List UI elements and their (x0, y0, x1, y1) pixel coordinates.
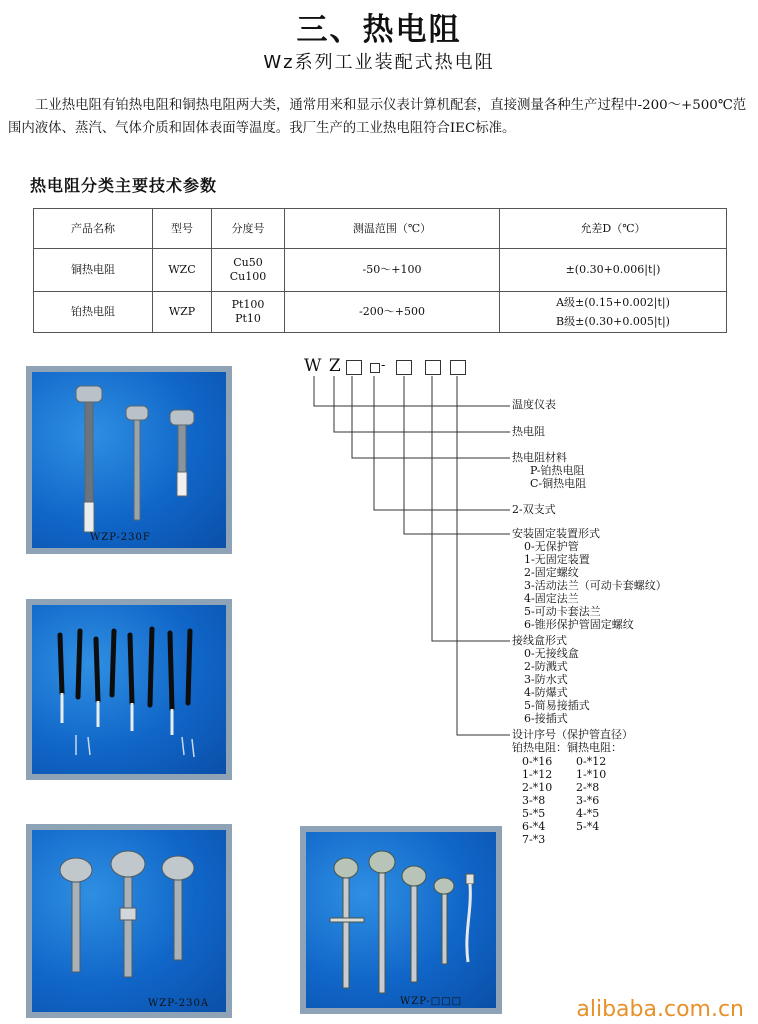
photo-caption: WZP-230A (148, 998, 210, 1009)
code-option: 0-无保护管 (524, 540, 579, 553)
code-option: P-铂热电阻 (530, 464, 585, 477)
code-option: 5-可动卡套法兰 (524, 605, 601, 618)
cell-range: -50～+100 (285, 249, 500, 292)
code-dash: - (381, 358, 386, 373)
code-subheader: 铂热电阻：铜热电阻： (512, 741, 622, 754)
cu-diameter-item: 1-*10 (576, 768, 607, 781)
code-option: 3-活动法兰（可动卡套螺纹） (524, 579, 667, 592)
pt-diameter-item: 6-*4 (522, 820, 546, 833)
code-option: 4-防爆式 (524, 686, 568, 699)
photo-caption: WZP-□□□ (400, 996, 463, 1007)
pt-diameter-item: 5-*5 (522, 807, 546, 820)
cell-tolerance: ±(0.30+0.006|t|) (500, 249, 727, 292)
code-option: 2-固定螺纹 (524, 566, 579, 579)
code-option: 2-防溅式 (524, 660, 568, 673)
header-model: 型号 (153, 209, 212, 249)
index-line: Pt100 (231, 298, 265, 311)
code-option: C-铜热电阻 (530, 477, 587, 490)
tolerance-line: A级±(0.15+0.002|t|) (556, 295, 670, 309)
header-name: 产品名称 (34, 209, 153, 249)
cell-name: 铜热电阻 (34, 249, 153, 292)
watermark: alibaba.com.cn (576, 997, 744, 1022)
pt-diameter-item: 0-*16 (522, 755, 553, 768)
cell-model: WZP (153, 292, 212, 333)
code-field-label: 热电阻材料 (512, 451, 567, 464)
code-field-label: 热电阻 (512, 425, 545, 438)
header-index: 分度号 (212, 209, 285, 249)
cell-name: 铂热电阻 (34, 292, 153, 333)
page-title: 三、热电阻 (296, 12, 462, 48)
code-field-label: 接线盒形式 (512, 634, 567, 647)
code-option: 6-锥形保护管固定螺纹 (524, 618, 634, 631)
pt-diameter-item: 2-*10 (522, 781, 553, 794)
cell-range: -200～+500 (285, 292, 500, 333)
header-tolerance: 允差D（℃） (500, 209, 727, 249)
cu-diameter-item: 3-*6 (576, 794, 600, 807)
code-option: 1-无固定装置 (524, 553, 590, 566)
code-option: 6-接插式 (524, 712, 568, 725)
code-option: 0-无接线盒 (524, 647, 579, 660)
pt-diameter-item: 1-*12 (522, 768, 553, 781)
code-option: 5-简易接插式 (524, 699, 590, 712)
table-title: 热电阻分类主要技术参数 (30, 176, 218, 195)
index-line: Pt10 (235, 312, 261, 325)
pt-diameter-item: 7-*3 (522, 833, 546, 846)
index-line: Cu50 (233, 256, 263, 269)
cu-diameter-item: 4-*5 (576, 807, 600, 820)
cu-diameter-item: 5-*4 (576, 820, 600, 833)
cu-diameter-item: 0-*12 (576, 755, 607, 768)
header-range: 测温范围（℃） (285, 209, 500, 249)
intro-paragraph: 工业热电阻有铂热电阻和铜热电阻两大类，通常用来和显示仪表计算机配套，直接测量各种生产过程中-200～+500℃范围内液体、蒸汽、气体介质和固体表面等温度。我厂生产的工业热电阻符合IEC标准。 (8, 98, 747, 136)
cell-model: WZC (153, 249, 212, 292)
index-line: Cu100 (229, 270, 267, 283)
code-field-label: 设计序号（保护管直径） (512, 728, 633, 741)
cu-diameter-item: 2-*8 (576, 781, 600, 794)
page-subtitle: Wz系列工业装配式热电阻 (263, 52, 495, 73)
code-option: 4-固定法兰 (524, 592, 579, 605)
code-field-label: 温度仪表 (512, 398, 556, 411)
code-field-label: 安装固定装置形式 (512, 527, 600, 540)
photo-caption: WZP-230F (90, 532, 151, 543)
code-field-label: 2-双支式 (512, 503, 556, 516)
model-prefix: W Z (304, 356, 342, 376)
tolerance-line: B级±(0.30+0.005|t|) (556, 314, 670, 328)
code-option: 3-防水式 (524, 673, 568, 686)
pt-diameter-item: 3-*8 (522, 794, 546, 807)
